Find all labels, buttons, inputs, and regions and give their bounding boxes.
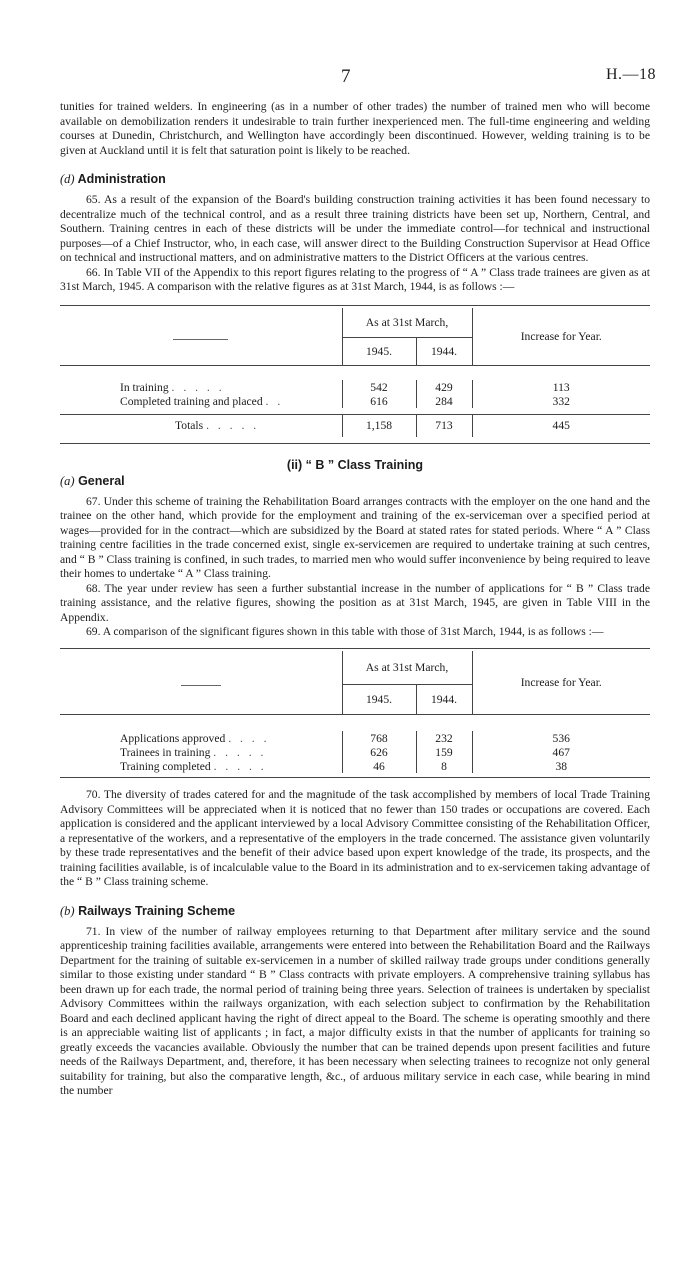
section-title: General <box>78 473 125 488</box>
b-class-applications-table <box>60 648 650 779</box>
cell-1944: 232 <box>416 731 472 745</box>
section-label: (d) <box>60 172 75 186</box>
section-title: Railways Training Scheme <box>78 903 236 918</box>
total-increase: 445 <box>472 415 650 437</box>
paragraph-68: 68. The year under review has seen a further substantial increase in the number of applications for “ B ” Class trade training assistance, and the relative figures, showing the position as at 31st March, 1945, are given in Table VIII in the Appendix. <box>60 581 650 624</box>
table-row <box>60 380 650 394</box>
section-title: Administration <box>77 172 166 186</box>
stub-header-rule <box>181 685 221 686</box>
section-heading-administration <box>60 172 650 187</box>
document-reference: H.—18 <box>605 66 656 83</box>
leader-dots: . . . . . <box>171 380 225 394</box>
paragraph-70: 70. The diversity of trades catered for and the magnitude of the task accomplished by members of local Trade Training Advisory Committees will be appreciated when it is noticed that no fewer than 150 trades or occupations are covered. Each application is considered and the applicant interviewed by a local Advisory Committee consisting of the Rehabilitation Officer, a representative of the workers, and a representative of the employers in the trade concerned. The assistance given voluntarily by these trade representatives and the benefit of their advice based upon expert knowledge of the trade, its prospects, and the training facilities available, is of incalculable value to the Board in its administration and to ex-servicemen taking advantage of the “ B ” Class training scheme. <box>60 788 650 888</box>
total-1944: 713 <box>416 415 472 437</box>
cell-1945: 46 <box>342 759 416 773</box>
total-1945: 1,158 <box>342 415 416 437</box>
group-header: As at 31st March, <box>342 651 472 685</box>
paragraph-67: 67. Under this scheme of training the Rehabilitation Board arranges contracts with the employer on the one hand and the trainee on the other hand, which provide for the employment and training of the ex-serviceman over a specified period at wages—provided for in the contract—which are subsidized by the Board at stated rates for stated periods. Where “ A ” Class training centre facilities in the trade concerned exist, single ex-servicemen are required to undertake training at such centres, and “ B ” Class training is confined, in such trades, to married men who would suffer inconvenience by being required to leave their homes to undertake “ A ” Class training. <box>60 494 650 580</box>
paragraph-intro: tunities for trained welders. In engineering (as in a number of other trades) the number of trained men who will become available on demobilization renders it undesirable to train further inexperienced men. The full-time engineering and welding courses at Dunedin, Christchurch, and Wellington have accordingly been discontinued. However, welding training is to be given at Auckland until it is felt that saturation point is likely to be reached. <box>60 100 650 157</box>
cell-1944: 429 <box>416 380 472 394</box>
row-label: Trainees in training <box>120 745 211 759</box>
section-label: (a) <box>60 473 75 488</box>
paragraph-69: 69. A comparison of the significant figures shown in this table with those of 31st March, 1944, is as follows :— <box>86 625 604 638</box>
table-row <box>60 745 650 759</box>
cell-increase: 536 <box>552 731 570 745</box>
section-heading-railways <box>60 904 650 919</box>
paragraph-65: 65. As a result of the expansion of the Board's building construction training activities it has been found necessary to decentralize much of the technical control, and as a result three training districts have been set up, Northern, Central, and Southern. Training centres in each of these districts will be under the immediate control—for technical and instructional purposes—of a Chief Instructor, who, in each case, will answer direct to the Building Construction Supervisor at Head Office on technical and instructional matters, and on administrative matters to the District Officers at the various centres. <box>60 193 650 264</box>
cell-1945: 626 <box>342 745 416 759</box>
totals-label: Totals <box>175 419 204 433</box>
section-heading-general <box>60 474 650 489</box>
cell-1945: 616 <box>342 394 416 408</box>
col-header-1944: 1944. <box>416 338 472 366</box>
paragraph-66: 66. In Table VII of the Appendix to this report figures relating to the progress of “ A ” Class trade trainees are given as at 31st March, 1945. A comparison with the relative figures as at 31st March, 1944, is as follows :— <box>60 265 650 293</box>
cell-1944: 8 <box>416 759 472 773</box>
row-label: Applications approved <box>120 731 226 745</box>
increase-header: Increase for Year. <box>520 675 602 689</box>
page-body <box>60 100 650 1099</box>
cell-1945: 768 <box>342 731 416 745</box>
paragraph-71: 71. In view of the number of railway employees returning to that Department after military service and the sound apprenticeship training facilities available, arrangements were entered into between the Rehabilitation Board and the Railways Department for the training of suitable ex-servicemen in a number of skilled railway trade groups under conditions generally similar to those existing under standard “ B ” Class contracts with private employers. A comprehensive training syllabus has been drawn up for each trade, the normal period of training being three years. Selection of trainees is undertaken by specialist Advisory Committees within the railways organization, with each selection subject to confirmation by the Rehabilitation Board and each declined applicant having the right of direct appeal to the Board. The scheme is operating smoothly and there is an appreciable waiting list of applicants ; in fact, a major difficulty exists in that the number of applicants for training so greatly exceeds the vacancies available. Obviously the number that can be trained depends upon present facilities and future needs of the Railways Department, and, therefore, it has been necessary when selecting trainees to recognize not only general suitability for training, but also the comparative length, &c., of arduous military service in each case, while bearing in mind the number <box>60 924 650 1097</box>
row-label: Completed training and placed <box>120 394 263 408</box>
cell-increase: 113 <box>552 380 570 394</box>
page-number: 7 <box>341 66 351 87</box>
cell-1944: 159 <box>416 745 472 759</box>
section-label: (b) <box>60 903 75 918</box>
b-class-training-heading: (ii) “ B ” Class Training <box>286 457 424 472</box>
table-row <box>60 394 650 408</box>
cell-increase: 38 <box>555 759 568 773</box>
cell-increase: 467 <box>552 745 570 759</box>
leader-dots: . . . . <box>228 731 270 745</box>
leader-dots: . . . . . <box>213 745 267 759</box>
table-row <box>60 731 650 745</box>
group-header: As at 31st March, <box>342 308 472 338</box>
totals-row <box>60 415 650 437</box>
cell-increase: 332 <box>552 394 570 408</box>
cell-1945: 542 <box>342 380 416 394</box>
page-header <box>0 66 700 90</box>
row-label: Training completed <box>120 759 211 773</box>
table-row <box>60 759 650 773</box>
col-header-1945: 1945. <box>342 338 416 366</box>
row-label: In training <box>120 380 169 394</box>
leader-dots: . . <box>265 394 284 408</box>
increase-header: Increase for Year. <box>520 329 602 343</box>
col-header-1944: 1944. <box>416 685 472 715</box>
stub-header-rule <box>173 339 228 340</box>
cell-1944: 284 <box>416 394 472 408</box>
col-header-1945: 1945. <box>342 685 416 715</box>
a-class-trainees-table <box>60 305 650 444</box>
leader-dots: . . . . . <box>206 419 260 433</box>
leader-dots: . . . . . <box>213 759 267 773</box>
